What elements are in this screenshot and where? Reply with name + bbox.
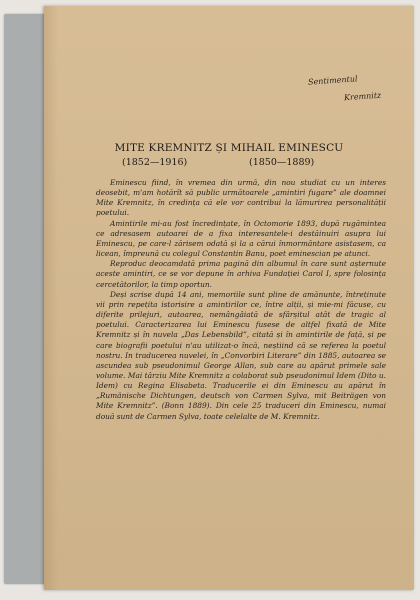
date-kremnitz: (1852—1916) — [122, 157, 188, 168]
paragraph-1: Eminescu fiind, în vremea din urmă, din nou studiat cu un interes deosebit, m'am hotărît să public următoarele „amintiri fugare” ale doamnei Mite Kremnitz, în credința că ele vor contribui la lămurirea personalității poetului. — [96, 178, 386, 218]
paragraph-2: Amintirile mi-au fost încredințate, în Octomorie 1893, după rugămintea ce adresasem autoarei de a fixa interesantele-i destăinuiri asupra lui Eminescu, pe care-l zărisem odată și la a cărui înmormântare asistasem, ca licean, împreună cu colegul Constantin Banu, poet eminescian pe atunci. — [96, 218, 386, 259]
handwritten-note-line-2: Kremnitz — [343, 90, 382, 103]
booklet — [4, 6, 416, 596]
date-eminescu: (1850—1889) — [249, 157, 315, 168]
paragraph-4: Deși scrise după 14 ani, memoriile sunt pline de amănunte, întreținute vii prin repețita istorisire a amintirilor ce, între alții, și mie-mi făcuse, cu diferite prilejuri, autoarea, nemângâiată de sfârșitul atât de tragic al poetului. Caracterizarea lui Eminescu fusese de altfel fixată de Mite Kremnitz și în nuvela „Das Lebensbild”, citată și în amintirile de față, și pe care biografii poetului n'au utilizat-o încă, neștiind că se referea la poetul nostru. In traducerea nuvelei, în „Convorbiri Literare” din 1885, autoarea se ascundea sub pseudonimul George Allan, sub care au apărut primele sale volume. Mai târziu Mite Kremnitz a colaborat sub pseudonimul Idem (Dito u. Idem) cu Regina Elisabeta. Traducerile ei din Eminescu au apărut în „Rumänische Dichtungen, deutsch von Carmen Sylva, mit Beiträgen von Mite Kremnitz”. (Bonn 1889). Din cele 25 traduceri din Eminescu, numai două sunt de Carmen Sylva, toate celelalte de M. Kremnitz. — [96, 289, 386, 421]
body-text — [96, 178, 386, 422]
handwritten-note-line-1: Sentimentul — [307, 74, 358, 87]
document-page — [44, 6, 414, 590]
paragraph-3: Reproduc deocamdată prima pagină din albumul în care sunt așternute aceste amintiri, ce se vor depune în arhiva Fundației Carol I, spre folosința cercetătorilor, la timp oportun. — [96, 259, 386, 289]
page-title: MITE KREMNITZ ȘI MIHAIL EMINESCU — [114, 142, 344, 154]
